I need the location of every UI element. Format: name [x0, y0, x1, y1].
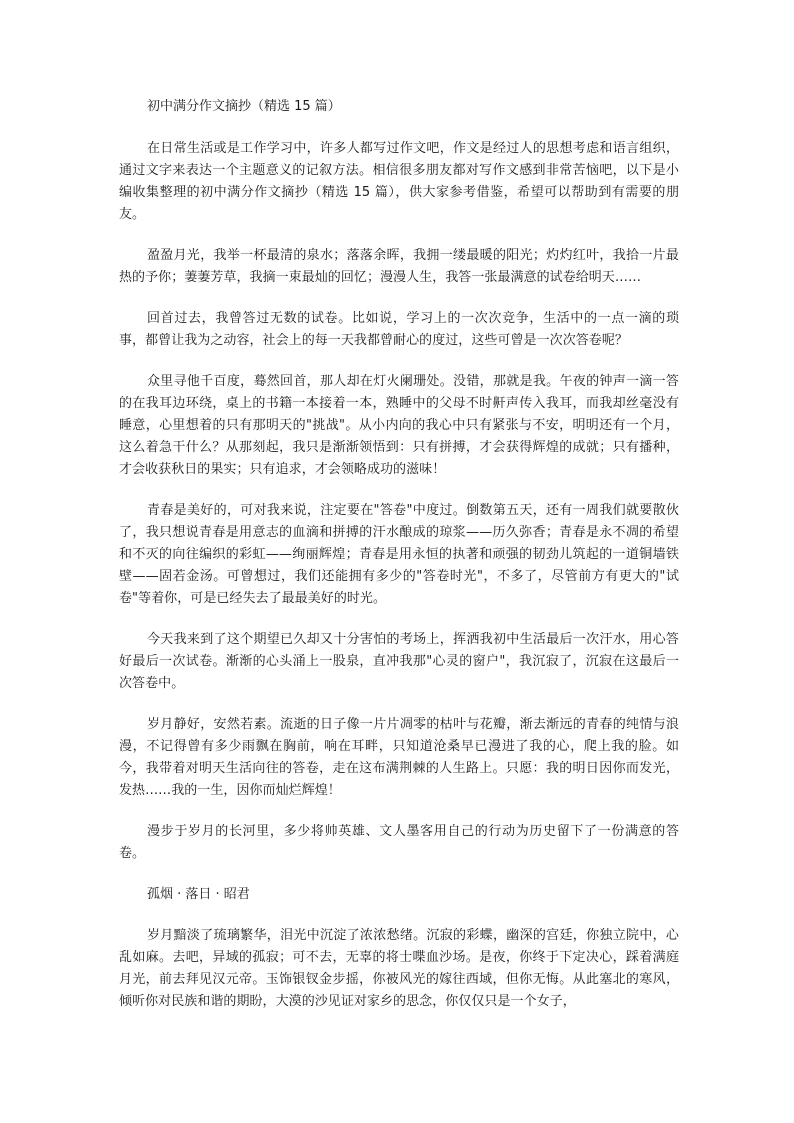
- paragraph-look-back: 回首过去，我曾答过无数的试卷。比如说，学习上的一次次竞争，生活中的一点一滴的琐事，都曾让我为之动容，社会上的每一天我都曾耐心的度过，这些可曾是一次次答卷呢？: [119, 311, 679, 348]
- document-page: [119, 96, 679, 1013]
- paragraph-river-of-time: 漫步于岁月的长河里，多少将帅英雄、文人墨客用自己的行动为历史留下了一份满意的答卷。: [119, 824, 679, 861]
- section-subheading: 孤烟 · 落日 · 昭君: [147, 887, 250, 902]
- paragraph-years: 岁月静好，安然若素。流逝的日子像一片片凋零的枯叶与花瓣，渐去渐远的青春的纯情与浪漫，不记得曾有多少雨飘在胸前，响在耳畔，只知道沧桑早已漫进了我的心，爬上我的脸。如今，我带着对明天生活向往的答卷，走在这布满荆棘的人生路上。只愿：我的明日因你而发光，发热……我的一生，因你而灿烂辉煌！: [119, 717, 679, 798]
- paragraph-zhaojun: 岁月黯淡了琉璃繁华，泪光中沉淀了浓浓愁绪。沉寂的彩蝶，幽深的宫廷，你独立院中，心乱如麻。去吧，异域的孤寂；可不去，无辜的将士喋血沙场。是夜，你终于下定决心，踩着满庭月光，前去拜见汉元帝。玉饰银钗金步摇，你被风光的嫁往西域，但你无悔。从此塞北的寒风，倾听你对民族和谐的期盼，大漠的沙见证对家乡的思念，你仅仅只是一个女子，: [119, 928, 679, 1009]
- paragraph-exam-room: 今天我来到了这个期望已久却又十分害怕的考场上，挥洒我初中生活最后一次汗水，用心答好最后一次试卷。渐渐的心头涌上一股泉，直冲我那"心灵的窗户"，我沉寂了，沉寂在这最后一次答卷中。: [119, 632, 679, 691]
- paragraph-moonlight: 盈盈月光，我举一杯最清的泉水；落落余晖，我拥一缕最暖的阳光；灼灼红叶，我拾一片最热的予你；萋萋芳草，我摘一束最灿的回忆；漫漫人生，我答一张最满意的试卷给明天……: [119, 248, 679, 285]
- paragraph-intro: 在日常生活或是工作学习中，许多人都写过作文吧，作文是经过人的思想考虑和语言组织，通过文字来表达一个主题意义的记叙方法。相信很多朋友都对写作文感到非常苦恼吧，以下是小编收集整理的初中满分作文摘抄（精选 15 篇），供大家参考借鉴，希望可以帮助到有需要的朋友。: [119, 141, 679, 222]
- document-title: 初中满分作文摘抄（精选 15 篇）: [147, 99, 341, 114]
- paragraph-midnight: 众里寻他千百度，蓦然回首，那人却在灯火阑珊处。没错，那就是我。午夜的钟声一滴一答的在我耳边环绕，桌上的书籍一本接着一本，熟睡中的父母不时鼾声传入我耳，而我却丝毫没有睡意，心里想着的只有那明天的"挑战"。从小内向的我心中只有紧张与不安，明明还有一个月，这么着急干什么？从那刻起，我只是渐渐领悟到：只有拼搏，才会获得辉煌的成就；只有播种，才会收获秋日的果实；只有追求，才会领略成功的滋味！: [119, 374, 679, 477]
- paragraph-youth: 青春是美好的，可对我来说，注定要在"答卷"中度过。倒数第五天，还有一周我们就要散伙了，我只想说青春是用意志的血滴和拼搏的汗水酿成的琼浆——历久弥香；青春是永不凋的希望和不灭的向往编织的彩虹——绚丽辉煌；青春是用永恒的执著和顽强的韧劲儿筑起的一道铜墙铁壁——固若金汤。可曾想过，我们还能拥有多少的"答卷时光"，不多了，尽管前方有更大的"试卷"等着你，可是已经失去了最最美好的时光。: [119, 503, 679, 606]
